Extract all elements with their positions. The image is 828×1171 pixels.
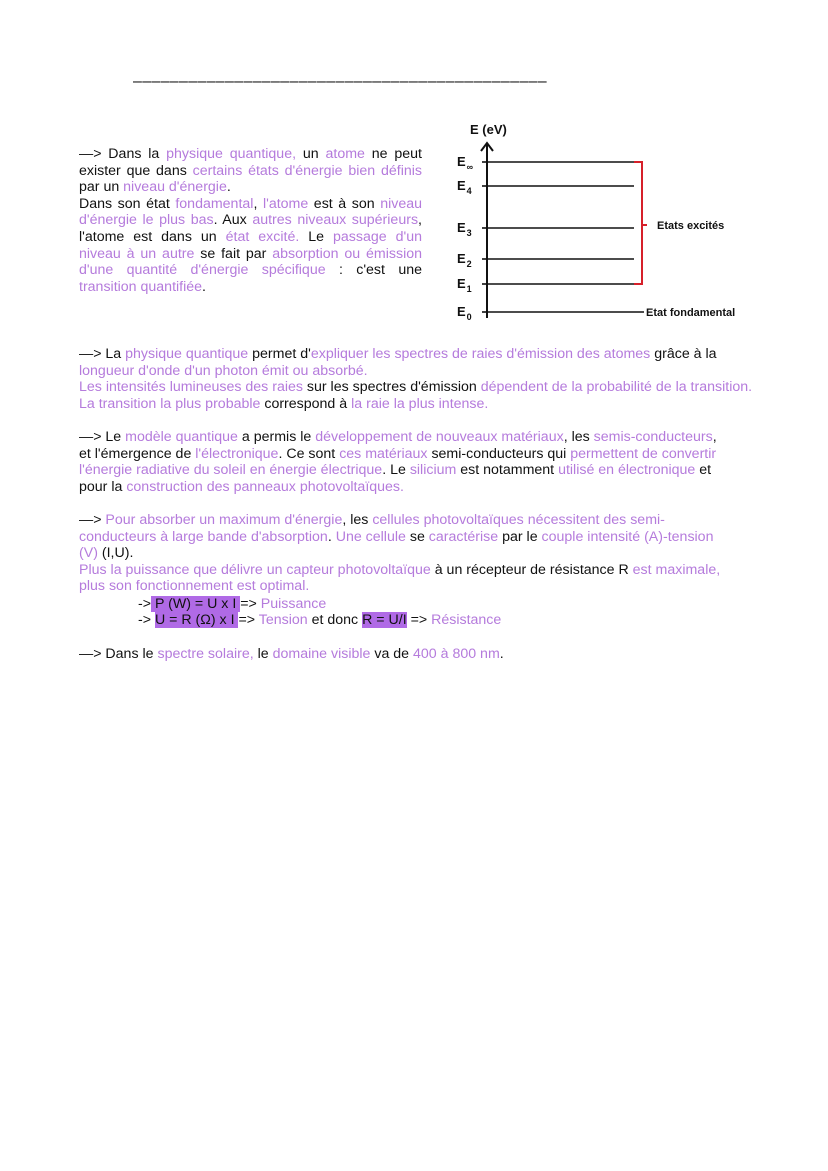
body-text: est notamment (456, 462, 559, 479)
body-text: , les (342, 512, 373, 528)
highlighted-text: expliquer les spectres de raies d'émission des atomes (310, 346, 651, 362)
highlighted-text: physique quantique (125, 346, 249, 362)
energy-level-label: $E_3$ (457, 220, 472, 238)
highlighted-text: passage d'un niveau à un autre (79, 228, 422, 262)
body-text: sur les spectres d'émission (302, 379, 481, 396)
highlighted-text: état excité. (225, 228, 300, 245)
highlighted-text: absorption ou émission d'une quantité d'énergie spécifique (79, 245, 422, 279)
body-text: : c'est une (325, 262, 422, 279)
paragraph-emission-spectra (79, 346, 754, 412)
excited-states-label: Etats excités (657, 220, 725, 232)
body-text: . Ce sont (278, 445, 340, 462)
highlighted-text: Une cellule (335, 528, 406, 545)
body-text: permet d' (248, 346, 311, 362)
highlighted-text: certains états d'énergie bien définis (192, 162, 422, 179)
body-text: correspond à (260, 395, 352, 412)
body-text: -> (138, 596, 152, 612)
highlighted-text: utilisé en électronique (558, 462, 696, 479)
body-text: , les (563, 429, 594, 445)
body-text: un (296, 146, 326, 162)
body-text: . (499, 646, 504, 662)
highlighted-text: ces matériaux (339, 445, 428, 462)
highlighted-text: permettent de convertir l'énergie radiative du soleil en énergie électrique (79, 445, 717, 479)
highlighted-text: construction des panneaux photovoltaïques. (126, 478, 404, 495)
energy-level-label: $E_\infty$ (457, 154, 474, 172)
body-text: se (405, 528, 429, 545)
highlighted-text: transition quantifiée (79, 278, 203, 295)
body-text: , et l'émergence de (79, 429, 717, 462)
highlighted-text: Résistance (431, 612, 502, 628)
body-text: se fait par (194, 245, 273, 262)
paragraph-quantum-atom (79, 146, 422, 295)
paragraph-photovoltaic (79, 512, 724, 595)
body-text: et pour la (79, 462, 712, 495)
formula-tension-resistance (79, 612, 501, 629)
energy-level-label: $E_4$ (457, 178, 472, 196)
highlighted-text: spectre solaire, (157, 646, 254, 662)
body-text: . (226, 179, 231, 196)
body-text: par le (498, 528, 542, 545)
body-text: le (253, 646, 273, 662)
highlighted-text: Puissance (260, 596, 327, 612)
highlighted-text: silicium (409, 462, 457, 479)
highlighted-text: physique quantique, (166, 146, 297, 162)
body-text: . (202, 278, 206, 295)
energy-level-label: $E_0$ (457, 304, 472, 322)
body-text: —> (79, 512, 106, 528)
formula-highlight: P (W) = U x I (151, 596, 241, 612)
energy-level-label: $E_1$ (457, 276, 472, 294)
highlighted-text: l'électronique (195, 445, 279, 462)
body-text: Dans son état (79, 195, 176, 212)
body-text: Le (299, 228, 333, 245)
highlighted-text: modèle quantique (125, 429, 238, 445)
highlighted-text: 400 à 800 nm (413, 646, 500, 662)
body-text: est à son (308, 195, 381, 212)
ground-state-label: Etat fondamental (646, 307, 736, 319)
paragraph-solar-spectrum (79, 646, 729, 663)
body-text: —> Dans la (79, 146, 167, 162)
body-text: => (406, 612, 432, 628)
body-text: ne peut exister que dans (79, 146, 422, 179)
formula-highlight: U = R (Ω) x I (154, 612, 239, 628)
highlighted-text: fondamental (175, 195, 254, 212)
body-text: —> Le (79, 429, 126, 445)
highlighted-text: cellules photovoltaïques nécessitent des semi-conducteurs à large bande d'absorption (79, 512, 665, 545)
highlighted-text: Plus la puissance que délivre un capteur photovoltaïque (79, 561, 431, 578)
body-text: va de (370, 646, 413, 662)
highlighted-text: caractérise (428, 528, 499, 545)
body-text: => (238, 612, 259, 628)
body-text: semi-conducteurs qui (427, 445, 571, 462)
excited-states-bracket (634, 162, 647, 284)
body-text: —> Dans le (79, 646, 158, 662)
highlighted-text: domaine visible (272, 646, 371, 662)
body-text: —> La (79, 346, 126, 362)
body-text: (I,U). (97, 545, 134, 562)
highlighted-text: développement de nouveaux matériaux (315, 429, 564, 445)
highlighted-text: dépendent de la probabilité de la transition. La transition la plus probable (79, 379, 753, 412)
energy-axis-label: E (eV) (470, 122, 507, 137)
body-text: et donc (307, 612, 363, 628)
paragraph-quantum-model (79, 429, 719, 495)
highlighted-text: Les intensités lumineuses des raies (79, 379, 303, 396)
body-text: grâce à la (650, 346, 717, 362)
highlighted-text: Pour absorber un maximum d'énergie (105, 512, 343, 528)
energy-level-label: $E_2$ (457, 251, 472, 269)
formula-power (79, 596, 326, 613)
separator-line: ––––––––––––––––––––––––––––––––––––––––––––– (133, 73, 547, 90)
highlighted-text: niveau d'énergie (123, 179, 227, 196)
body-text: -> (138, 612, 155, 628)
highlighted-text: Tension (258, 612, 308, 628)
body-text: à un récepteur de résistance R (430, 561, 633, 578)
highlighted-text: semis-conducteurs (593, 429, 713, 445)
body-text: , l'atome est dans un (79, 212, 422, 245)
highlighted-text: l'atome (262, 195, 309, 212)
highlighted-text: longueur d'onde d'un photon émit ou absorbé. (79, 362, 368, 379)
highlighted-text: couple intensité (A)-tension (V) (79, 528, 714, 562)
body-text: . Aux (213, 212, 253, 229)
highlighted-text: est maximale, plus son fonctionnement est optimal. (79, 561, 721, 595)
body-text: , (253, 195, 263, 212)
body-text: par un (79, 179, 124, 196)
energy-level-diagram (448, 118, 758, 328)
highlighted-text: niveau d'énergie le plus bas (79, 195, 422, 229)
highlighted-text: autres niveaux supérieurs (252, 212, 419, 229)
highlighted-text: la raie la plus intense. (351, 395, 489, 412)
body-text: . (327, 528, 336, 545)
body-text: a permis le (237, 429, 316, 445)
body-text: => (240, 596, 261, 612)
formula-highlight: R = U/I (362, 612, 407, 628)
highlighted-text: atome (325, 146, 365, 162)
body-text: . Le (382, 462, 410, 479)
